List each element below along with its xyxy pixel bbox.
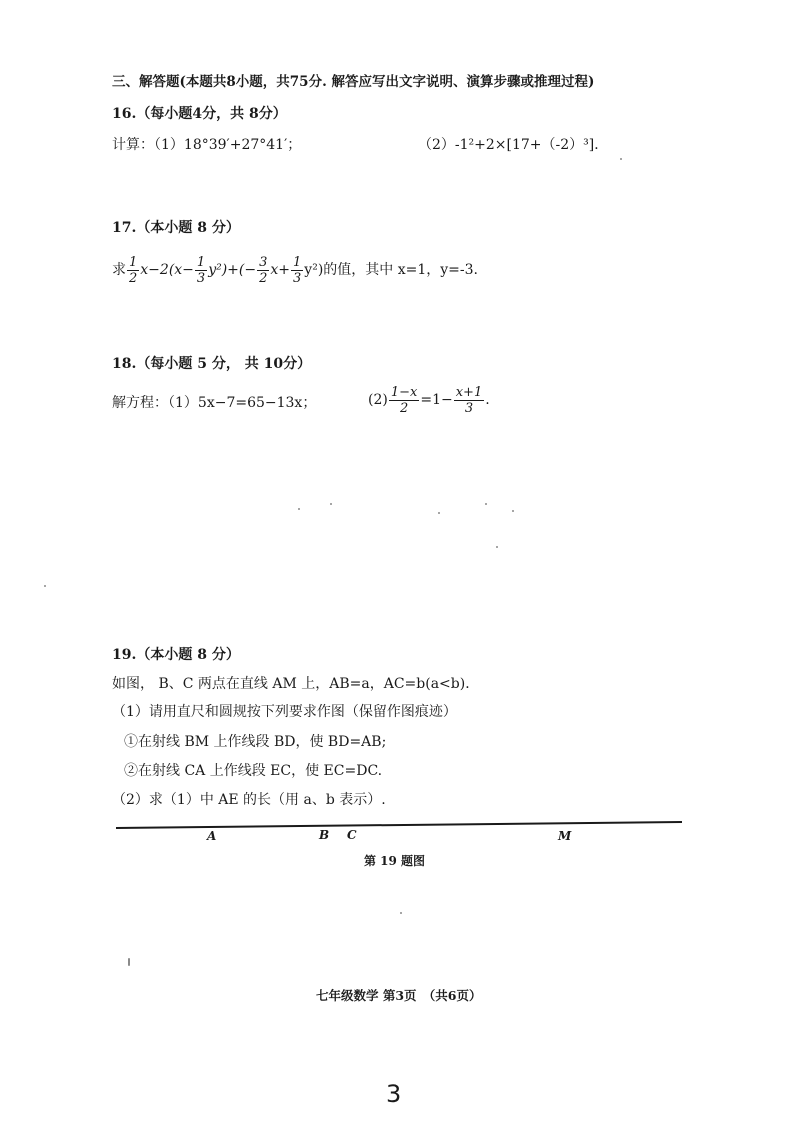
q17-header: 17.（本小题 8 分） — [112, 220, 240, 236]
q18-header: 18.（每小题 5 分， 共 10分） — [112, 356, 312, 372]
q18-end: . — [485, 392, 490, 408]
fraction-x-plus-1-over-3: $\frac{x+1}{3}$ — [455, 384, 483, 416]
fraction-1-minus-x-over-2: $\frac{1-x}{2}$ — [390, 384, 418, 416]
fraction-one-third: $\frac{1}{3}$ — [196, 254, 206, 286]
q18-mid: =1− — [420, 392, 453, 408]
figure-caption: 第 19 题图 — [364, 854, 426, 868]
q19-line2: （1）请用直尺和圆规按下列要求作图（保留作图痕迹） — [112, 704, 457, 720]
point-m-label: M — [558, 829, 572, 843]
q16-header: 16.（每小题4分，共 8分） — [112, 106, 287, 122]
q19-line1: 如图， B、C 两点在直线 AM 上，AB=a，AC=b(a<b)． — [112, 676, 480, 692]
q16-part1: 计算：（1）18°39′+27°41′； — [112, 137, 302, 153]
q19-line4: ②在射线 CA 上作线段 EC，使 EC=DC. — [124, 763, 383, 779]
q19-header: 19.（本小题 8 分） — [112, 647, 240, 663]
q18-part2-lead: (2) — [368, 392, 388, 408]
page-number: 3 — [386, 1080, 402, 1108]
q17-term3: x+ — [270, 262, 291, 278]
fraction-three-halves: $\frac{3}{2}$ — [259, 254, 268, 286]
q17-term4: y²)的值，其中 x=1，y=-3. — [304, 262, 478, 278]
q19-line3: ①在射线 BM 上作线段 BD，使 BD=AB; — [124, 734, 387, 750]
line-am — [116, 822, 682, 828]
point-c-label: C — [347, 828, 357, 842]
q16-part2: （2）-1²+2×[17+（-2）³]． — [418, 137, 609, 153]
q17-term1: x−2(x− — [140, 262, 194, 278]
q17-lead: 求 — [112, 262, 126, 278]
q19-line5: （2）求（1）中 AE 的长（用 a、b 表示）. — [112, 792, 386, 808]
section-title: 三、解答题(本题共8小题，共75分. 解答应写出文字说明、演算步骤或推理过程) — [112, 74, 595, 90]
fraction-one-half: $\frac{1}{2}$ — [129, 254, 138, 286]
point-b-label: B — [319, 828, 330, 842]
q18-part1: 解方程：（1）5x−7=65−13x； — [112, 395, 317, 411]
page-footer: 七年级数学 第3页 （共6页） — [316, 988, 482, 1003]
point-a-label: A — [207, 829, 217, 843]
q17-term2: y²)+(− — [208, 262, 257, 278]
fraction-one-third-2: $\frac{1}{3}$ — [293, 254, 302, 286]
